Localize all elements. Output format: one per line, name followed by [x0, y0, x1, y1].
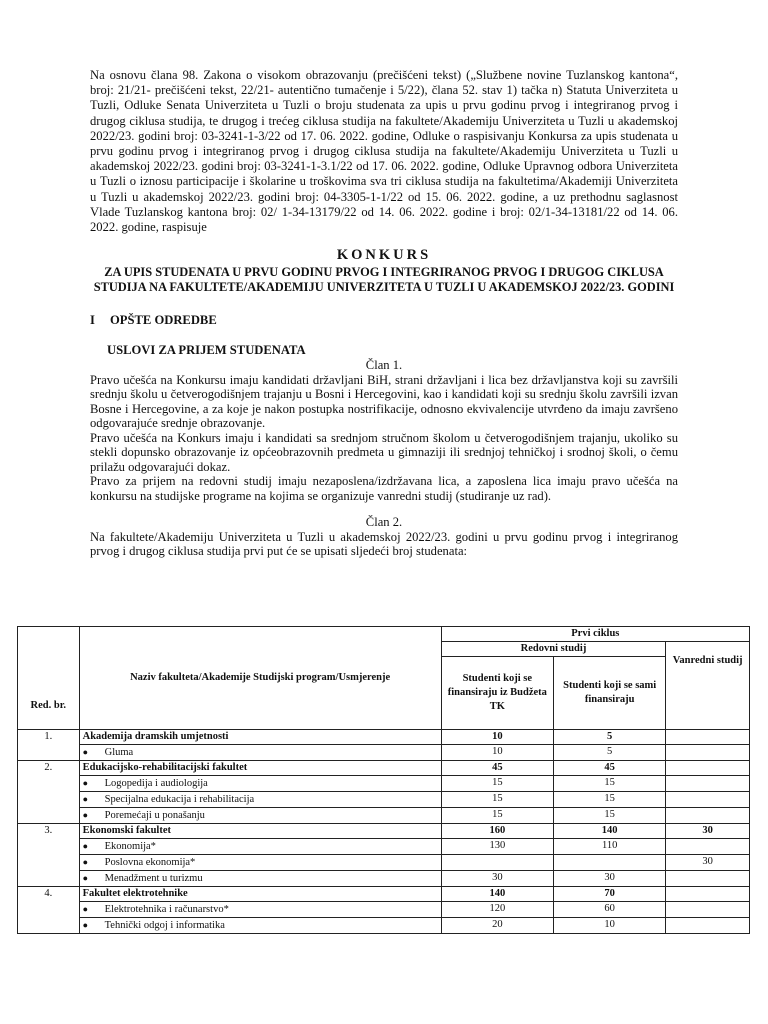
program-self-count: 30	[554, 871, 666, 887]
article-2-paragraph: Na fakultete/Akademiju Univerziteta u Tuzli u akademskoj 2022/23. godini u prvu godinu prvog i integriranog prvog i drugog ciklusa studija prvi put će se upisati sljedeći broj studenata:	[90, 529, 678, 559]
program-part-time-count	[666, 792, 750, 808]
section-title: OPŠTE ODREDBE	[110, 313, 217, 328]
bullet-icon: ●	[82, 841, 89, 851]
program-part-time-count	[666, 745, 750, 761]
faculty-budget-count: 10	[441, 730, 553, 745]
faculty-self-count: 5	[554, 730, 666, 745]
subsection-heading: USLOVI ZA PRIJEM STUDENATA	[107, 343, 306, 358]
article-1-paragraph: Pravo učešća na Konkurs imaju i kandidati sa srednjom stručnom školom u četverogodišnjem trajanju, ukoliko su stekli dopunsko obrazovanje iz općeobrazovnih predmeta u gimnaziji ili srednjoj tehničkoj i srodnoj školi, o čemu prilažu odgovarajući dokaz.	[90, 430, 678, 474]
program-budget-count: 15	[441, 792, 553, 808]
program-cell	[79, 745, 441, 761]
article-1-paragraph: Pravo učešća na Konkursu imaju kandidati državljani BiH, strani državljani i lica bez državljanstva koji su završili srednju školu u četverogodišnjem trajanju u Bosni i Hercegovini, kao i kandidati koji su srednju školu završili izvan Bosne i Hercegovine, a za koje je nakon postupka nostrifikacije, odnosno ekvivalencije utvrđeno da imaju završeno odgovarajuće srednje obrazovanje.	[90, 372, 678, 431]
section-number: I	[90, 313, 95, 328]
section-heading	[90, 313, 678, 328]
faculty-part-time-count: 30	[666, 824, 750, 839]
article-1-paragraph: Pravo za prijem na redovni studij imaju nezaposlena/izdržavana lica, a zaposlena lica imaju pravo učešća na konkursu na studijske programe na kojima se organizuje vanredni studij (studiranje uz rad).	[90, 474, 678, 503]
program-row	[18, 918, 750, 934]
program-row	[18, 871, 750, 887]
program-name: Elektrotehnika i računarstvo*	[104, 904, 229, 915]
program-name: Specijalna edukacija i rehabilitacija	[104, 794, 255, 805]
program-row	[18, 776, 750, 792]
bullet-icon: ●	[82, 857, 89, 867]
program-name: Poslovna ekonomija*	[104, 857, 196, 868]
faculty-budget-count: 45	[441, 761, 553, 776]
program-name: Tehnički odgoj i informatika	[104, 920, 225, 931]
faculty-name: Edukacijsko-rehabilitacijski fakultet	[79, 761, 441, 776]
faculty-name: Akademija dramskih umjetnosti	[79, 730, 441, 745]
header-part-time: Vanredni studij	[666, 642, 750, 730]
program-row	[18, 808, 750, 824]
faculty-budget-count: 140	[441, 887, 553, 902]
faculty-number: 3.	[18, 824, 80, 887]
faculty-number: 1.	[18, 730, 80, 761]
faculty-self-count: 45	[554, 761, 666, 776]
bullet-icon: ●	[82, 747, 89, 757]
program-part-time-count	[666, 808, 750, 824]
program-cell	[79, 918, 441, 934]
program-name: Ekonomija*	[104, 841, 156, 852]
faculty-row	[18, 887, 750, 902]
program-cell	[79, 902, 441, 918]
document-page	[90, 68, 678, 559]
program-budget-count: 15	[441, 808, 553, 824]
faculty-part-time-count	[666, 761, 750, 776]
program-budget-count: 30	[441, 871, 553, 887]
program-cell	[79, 808, 441, 824]
document-subtitle: ZA UPIS STUDENATA U PRVU GODINU PRVOG I INTEGRIRANOG PRVOG I DRUGOG CIKLUSA STUDIJA NA FAKULTETE/AKADEMIJU UNIVERZITETA U TUZLI U AKADEMSKOJ 2022/23. GODINI	[93, 265, 675, 295]
program-part-time-count: 30	[666, 855, 750, 871]
faculty-row	[18, 761, 750, 776]
program-self-count: 60	[554, 902, 666, 918]
header-cycle: Prvi ciklus	[441, 627, 749, 642]
article-2-label: Član 2.	[365, 515, 403, 530]
faculty-name: Fakultet elektrotehnike	[79, 887, 441, 902]
bullet-icon: ●	[82, 904, 89, 914]
program-budget-count: 120	[441, 902, 553, 918]
program-row	[18, 902, 750, 918]
program-part-time-count	[666, 839, 750, 855]
bullet-icon: ●	[82, 810, 89, 820]
program-budget-count: 10	[441, 745, 553, 761]
program-budget-count	[441, 855, 553, 871]
program-self-count: 10	[554, 918, 666, 934]
program-name: Poremećaji u ponašanju	[104, 810, 205, 821]
faculty-part-time-count	[666, 887, 750, 902]
program-cell	[79, 776, 441, 792]
bullet-icon: ●	[82, 873, 89, 883]
program-budget-count: 15	[441, 776, 553, 792]
program-part-time-count	[666, 776, 750, 792]
faculty-self-count: 70	[554, 887, 666, 902]
faculty-budget-count: 160	[441, 824, 553, 839]
document-title: KONKURS	[336, 247, 432, 264]
bullet-icon: ●	[82, 920, 89, 930]
quota-table-body	[18, 730, 750, 934]
program-budget-count: 20	[441, 918, 553, 934]
program-name: Gluma	[104, 747, 134, 758]
program-part-time-count	[666, 902, 750, 918]
program-cell	[79, 855, 441, 871]
program-row	[18, 745, 750, 761]
program-row	[18, 839, 750, 855]
faculty-self-count: 140	[554, 824, 666, 839]
program-name: Logopedija i audiologija	[104, 778, 208, 789]
program-self-count: 5	[554, 745, 666, 761]
intro-paragraph: Na osnovu člana 98. Zakona o visokom obrazovanju (prečišćeni tekst) („Službene novine Tuzlanskog kantona“, broj: 21/21- prečišćeni tekst, 22/21- autentično tumačenje i 5/22), člana 52. stav 1) tačka n) Statuta Univerziteta u Tuzli, Odluke Senata Univerziteta u Tuzli o broju studenata za upis u prvu godinu prvog i integriranog prvog i drugog ciklusa studija, te drugog i trećeg ciklusa studija na fakultete/Akademiju Univerziteta u Tuzli u akademskoj 2022/23. godini broj: 03-3241-1-3/22 od 17. 06. 2022. godine, Odluke o raspisivanju Konkursa za upis studenata u prvu godinu prvog i integriranog prvog i drugog ciklusa studija na fakultete/Akademiju Univerziteta u Tuzli u akademskoj 2022/23. godini broj: 03-3241-1-3.1/22 od 17. 06. 2022. godine, Odluke Upravnog odbora Univerziteta u Tuzli o iznosu participacije i školarine u troškovima sva tri ciklusa studija na fakultetima/Akademiji Univerziteta u Tuzli u akademskoj 2022/23. godini broj: 04-3305-1-1/22 od 15. 06. 2022. godine, a uz prethodnu saglasnost Vlade Tuzlanskog kantona broj: 02/ 1-34-13179/22 od 14. 06. 2022. godine i broj: 02/1-34-13181/22 od 14. 06. 2022. godine, raspisuje	[90, 68, 678, 235]
program-cell	[79, 839, 441, 855]
program-row	[18, 855, 750, 871]
faculty-name: Ekonomski fakultet	[79, 824, 441, 839]
program-cell	[79, 792, 441, 808]
faculty-part-time-count	[666, 730, 750, 745]
bullet-icon: ●	[82, 794, 89, 804]
header-name: Naziv fakulteta/Akademije Studijski program/Usmjerenje	[79, 627, 441, 730]
program-self-count: 15	[554, 776, 666, 792]
program-part-time-count	[666, 918, 750, 934]
enrollment-quota-table	[17, 626, 750, 934]
faculty-row	[18, 730, 750, 745]
faculty-row	[18, 824, 750, 839]
article-1-label: Član 1.	[365, 358, 403, 373]
program-cell	[79, 871, 441, 887]
header-self: Studenti koji se sami finansiraju	[554, 657, 666, 730]
program-name: Menadžment u turizmu	[104, 873, 203, 884]
faculty-number: 2.	[18, 761, 80, 824]
program-row	[18, 792, 750, 808]
program-self-count: 110	[554, 839, 666, 855]
program-self-count: 15	[554, 792, 666, 808]
bullet-icon: ●	[82, 778, 89, 788]
program-part-time-count	[666, 871, 750, 887]
program-self-count: 15	[554, 808, 666, 824]
program-self-count	[554, 855, 666, 871]
header-rb: Red. br.	[18, 627, 80, 730]
header-regular: Redovni studij	[441, 642, 666, 657]
header-budget: Studenti koji se finansiraju iz Budžeta TK	[441, 657, 553, 730]
faculty-number: 4.	[18, 887, 80, 934]
program-budget-count: 130	[441, 839, 553, 855]
